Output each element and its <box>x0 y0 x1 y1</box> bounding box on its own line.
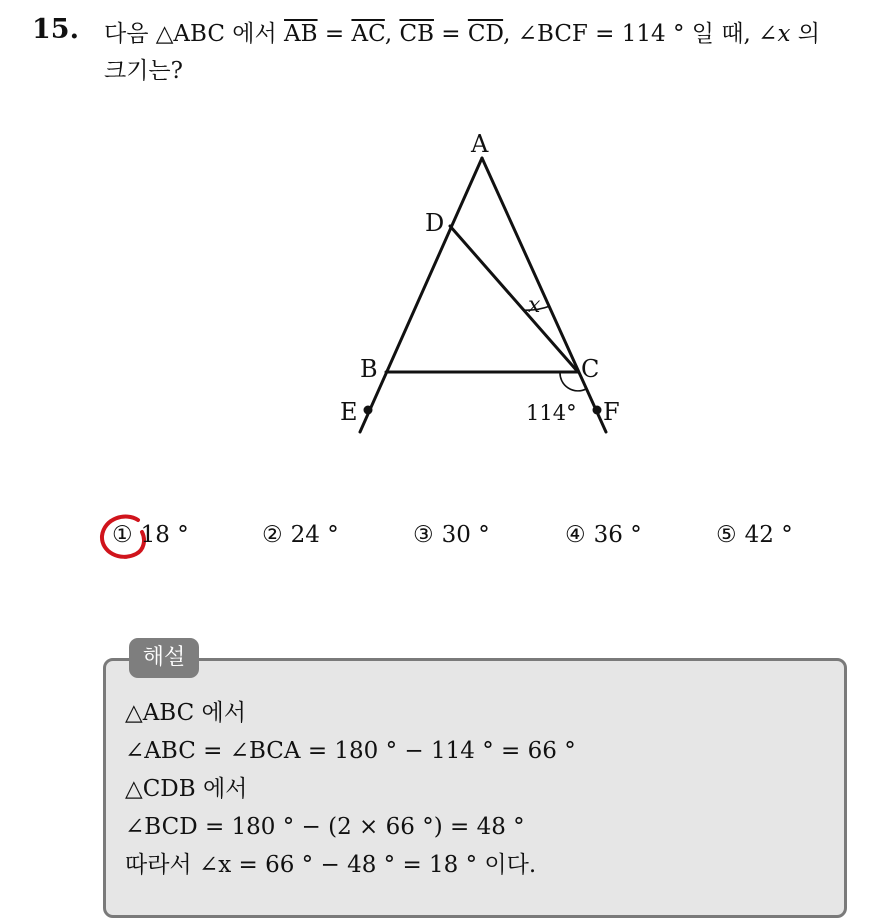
choice-3-number: ③ <box>413 522 434 548</box>
solution-line-4: ∠BCD = 180 ° − (2 × 66 °) = 48 ° <box>125 814 525 840</box>
label-114: 114° <box>526 401 577 425</box>
choice-5-value: 42 ° <box>744 522 793 548</box>
choice-1-number: ① <box>112 522 133 548</box>
solution-line-1: △ABC 에서 <box>125 700 246 726</box>
question-line-1: 다음 △ABC 에서 $\overline{AB} = \overline{AC}$, $\overline{CB} = \overline{CD}$, ∠BCF = 114 ° 일 때, ∠x 의 <box>104 21 820 47</box>
line-af <box>482 158 606 432</box>
line-ae <box>360 158 482 432</box>
choice-3[interactable] <box>413 522 490 548</box>
question-number: 15. <box>32 14 79 45</box>
label-c: C <box>581 355 600 383</box>
choice-4[interactable] <box>565 522 642 548</box>
point-f <box>593 406 602 415</box>
choice-2[interactable] <box>262 522 339 548</box>
choice-1[interactable] <box>112 522 189 548</box>
choice-3-value: 30 ° <box>441 522 490 548</box>
label-f: F <box>603 398 620 426</box>
answer-choices <box>0 522 884 562</box>
label-b: B <box>360 355 378 383</box>
label-a: A <box>471 130 489 158</box>
choice-4-value: 36 ° <box>593 522 642 548</box>
solution-text <box>125 694 576 884</box>
choice-4-number: ④ <box>565 522 586 548</box>
question-line-2: 크기는? <box>104 58 183 84</box>
segment-dc <box>450 226 578 372</box>
choice-5[interactable] <box>716 522 793 548</box>
choice-2-number: ② <box>262 522 283 548</box>
choice-1-value: 18 ° <box>140 522 189 548</box>
solution-line-3: △CDB 에서 <box>125 776 248 802</box>
label-x: x <box>528 293 541 318</box>
label-d: D <box>425 209 445 237</box>
choice-2-value: 24 ° <box>290 522 339 548</box>
solution-tab: 해설 <box>129 638 199 678</box>
solution-line-5: 따라서 ∠x = 66 ° − 48 ° = 18 ° 이다. <box>125 852 537 878</box>
label-e: E <box>340 398 358 426</box>
point-e <box>364 406 373 415</box>
choice-5-number: ⑤ <box>716 522 737 548</box>
solution-line-2: ∠ABC = ∠BCA = 180 ° − 114 ° = 66 ° <box>125 738 576 764</box>
